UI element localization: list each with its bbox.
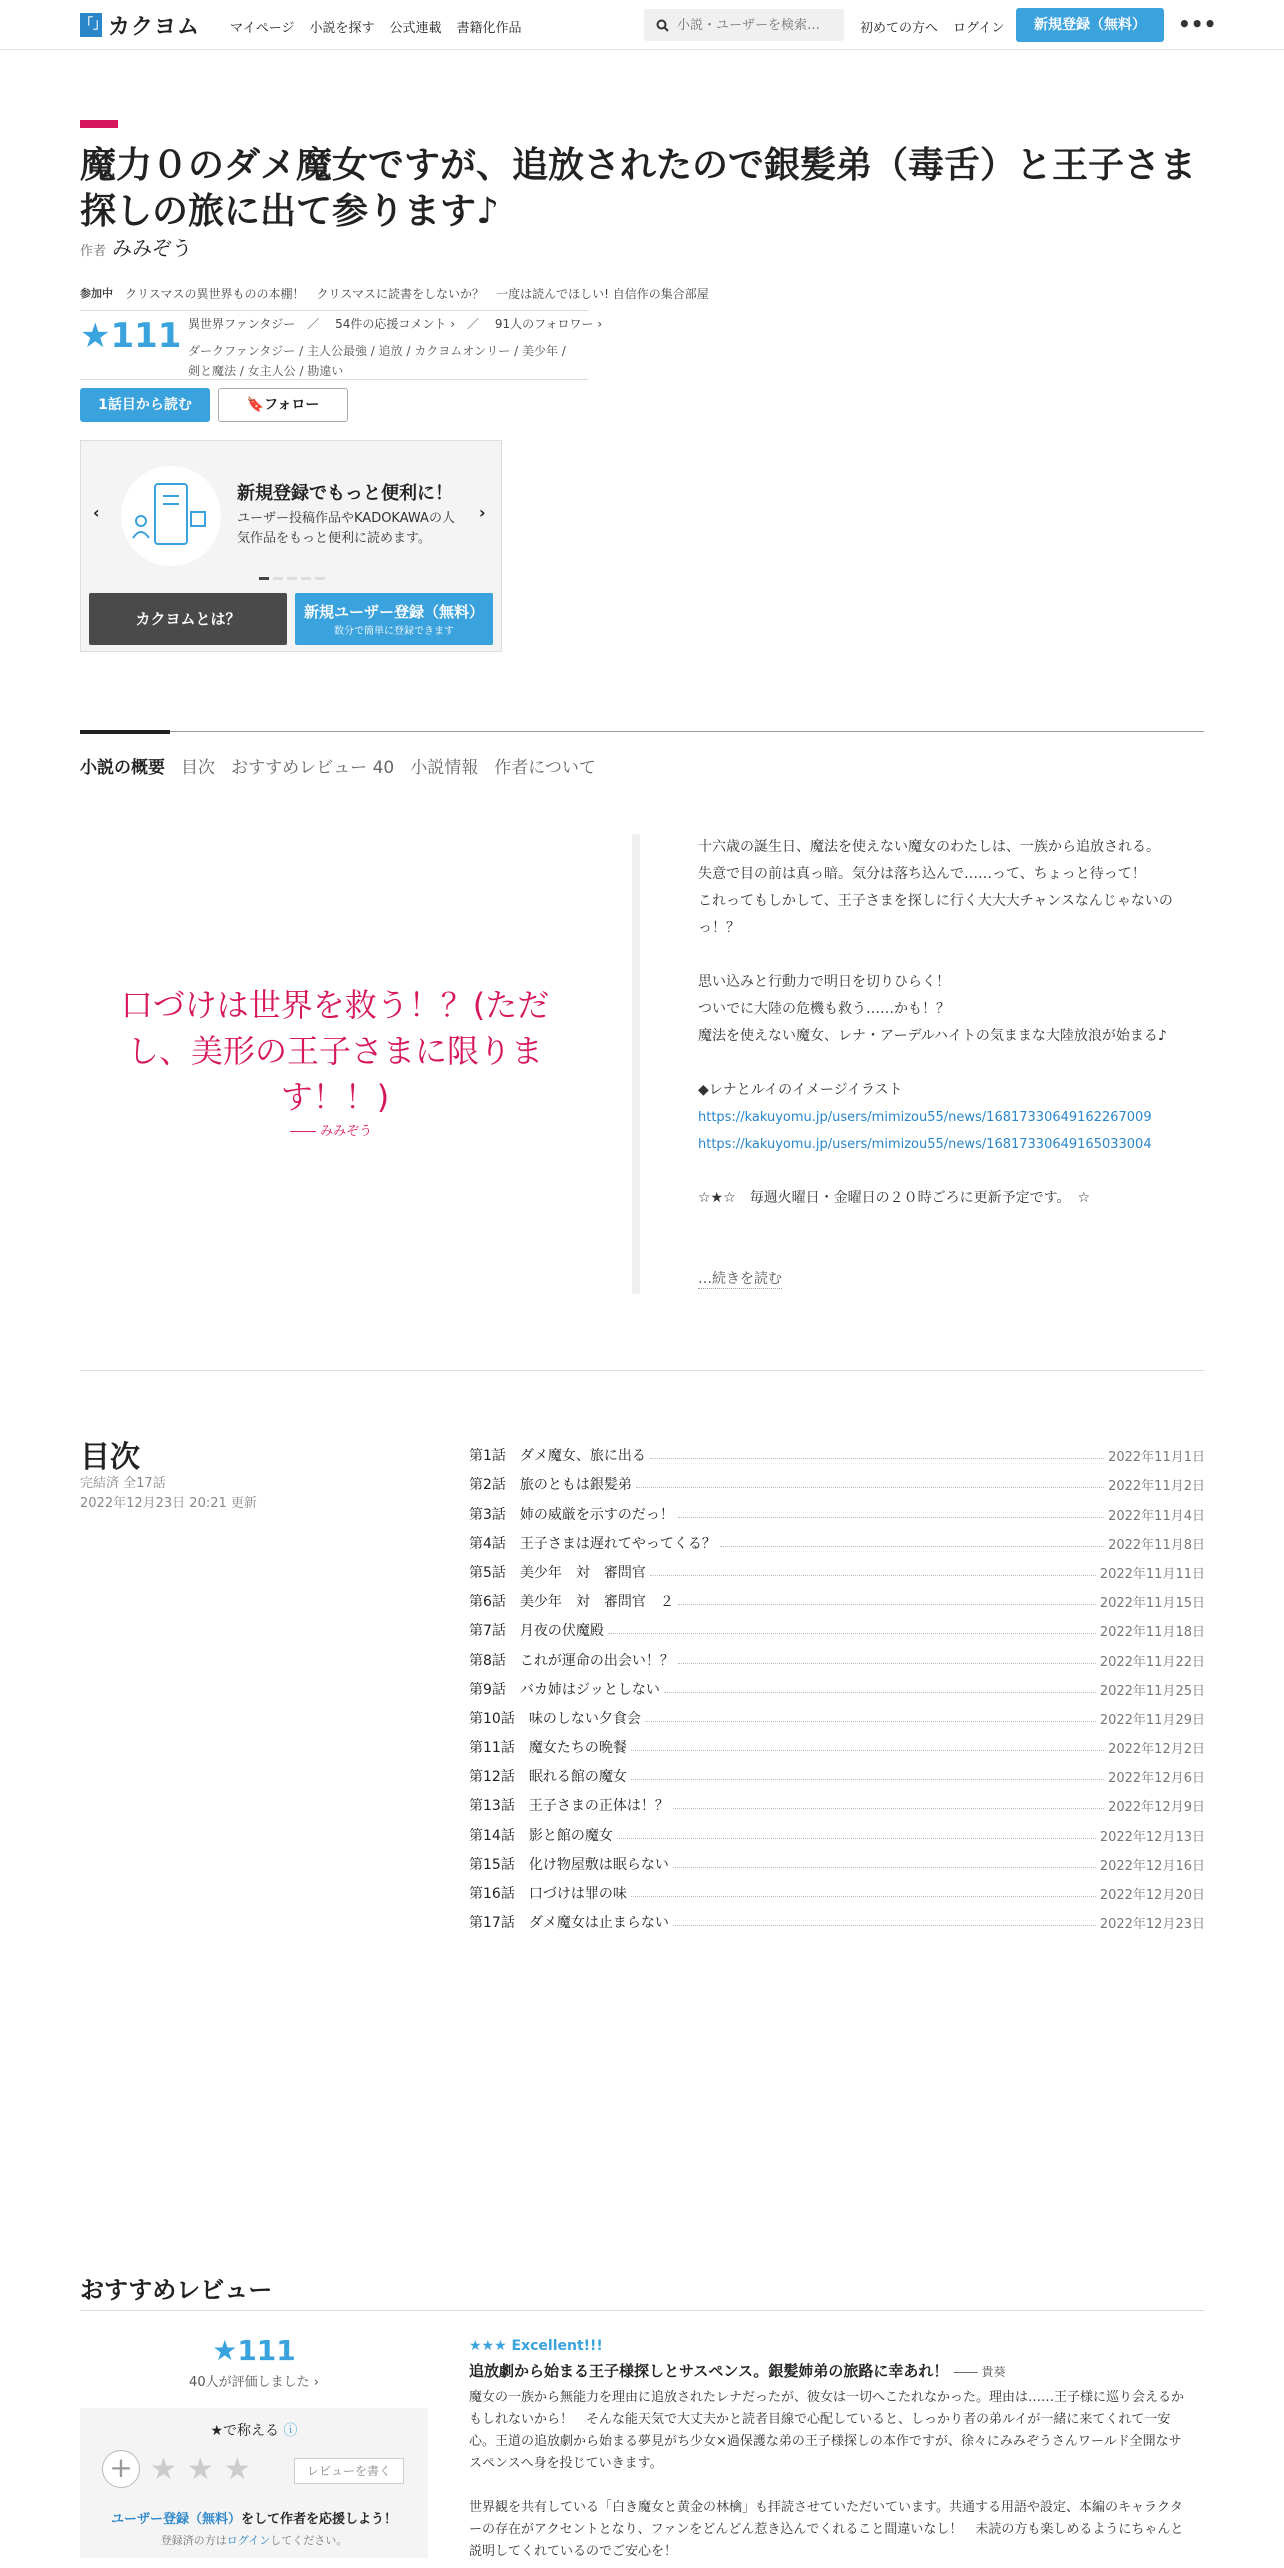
toc-status: 完結済 全17話	[80, 1476, 166, 1491]
episode-date: 2022年11月8日	[1108, 1537, 1205, 1553]
toc-heading: 目次	[80, 1440, 140, 1475]
login-prompt-pre: 登録済の方は	[160, 2534, 227, 2547]
episode-date: 2022年12月16日	[1099, 1858, 1205, 1874]
work-stats	[80, 310, 603, 380]
episode-row[interactable]	[469, 1728, 1205, 1757]
header-links	[860, 17, 1004, 36]
episode-title: 第11話 魔女たちの晩餐	[469, 1740, 627, 1757]
episode-date: 2022年12月2日	[1108, 1742, 1205, 1758]
event-list	[80, 285, 709, 302]
logo-text[interactable]: カクヨム	[108, 15, 201, 40]
episode-row[interactable]	[469, 1699, 1205, 1728]
event-item[interactable]: クリスマスに読書をしないか？	[316, 287, 485, 301]
star-icon[interactable]: ★	[150, 2451, 177, 2487]
nav-mypage[interactable]: マイページ	[230, 21, 295, 36]
episode-date: 2022年11月1日	[1108, 1450, 1205, 1466]
login-link[interactable]: ログイン	[226, 2534, 271, 2547]
tag-list[interactable]: ダークファンタジー / 主人公最強 / 追放 / カクヨムオンリー / 美少年 / 剣と魔法 / 女主人公 / 勘違い	[188, 344, 566, 378]
follow-button[interactable]	[218, 388, 348, 422]
tab-author[interactable]: 作者について	[494, 758, 596, 778]
read-from-first-button[interactable]: 1話目から読む	[80, 388, 210, 422]
search-icon	[656, 19, 669, 32]
intro-paragraph: ついでに大陸の危機も救う……かも！？	[698, 1001, 950, 1017]
episode-title: 第2話 旅のともは銀髪弟	[469, 1477, 632, 1494]
episode-row[interactable]	[469, 1640, 1205, 1669]
intro-paragraph: ◆レナとルイのイメージイラスト	[698, 1082, 903, 1098]
intro-divider	[632, 834, 640, 1294]
intro-paragraph: これってもしかして、王子さまを探しに行く大大大チャンスなんじゃないのっ！？	[698, 893, 1173, 936]
episode-list	[469, 1436, 1205, 1932]
tab-divider	[80, 731, 1204, 732]
login-prompt	[80, 2532, 428, 2548]
review-summary	[80, 2334, 428, 2568]
reviews-heading: おすすめレビュー	[80, 2276, 273, 2304]
dotted-leader	[617, 1838, 1096, 1839]
review-item	[469, 2338, 1189, 2563]
episode-row[interactable]	[469, 1757, 1205, 1786]
comments-link[interactable]: 54件の応援コメント	[335, 317, 447, 331]
register-prompt	[80, 2508, 428, 2527]
episode-date: 2022年12月20日	[1099, 1888, 1205, 1903]
register-link[interactable]: ユーザー登録（無料）	[110, 2512, 241, 2527]
episode-title: 第10話 味のしない夕食会	[469, 1710, 641, 1727]
dotted-leader	[664, 1692, 1096, 1693]
genre-link[interactable]: 異世界ファンタジー	[188, 317, 296, 331]
dotted-leader	[650, 1458, 1104, 1459]
dotted-leader	[631, 1750, 1104, 1751]
write-review-button[interactable]: レビューを書く	[294, 2458, 404, 2484]
episode-date: 2022年11月25日	[1099, 1683, 1205, 1699]
illustration-link[interactable]: https://kakuyomu.jp/users/mimizou55/news/16817330649162267009	[698, 1110, 1152, 1125]
nav-official-serial[interactable]: 公式連載	[389, 21, 442, 36]
praise-label-text: ★で称える	[210, 2423, 280, 2439]
episode-date: 2022年11月18日	[1099, 1625, 1205, 1641]
dotted-leader	[631, 1779, 1104, 1780]
event-item[interactable]: クリスマスの異世界ものの本棚！	[125, 287, 305, 301]
signup-promo	[80, 440, 502, 652]
section-divider	[80, 1370, 1204, 1371]
episode-date: 2022年11月22日	[1099, 1654, 1205, 1670]
review-count-label: 40人が評価しました	[189, 2375, 310, 2390]
episode-date: 2022年12月6日	[1108, 1771, 1205, 1787]
star-icon[interactable]: ★	[186, 2451, 214, 2487]
followers-link[interactable]: 91人のフォロワー	[494, 317, 594, 331]
carousel-dots[interactable]	[259, 577, 325, 580]
episode-date: 2022年12月9日	[1108, 1800, 1205, 1816]
register-sublabel: 数分で簡単に登録できます	[334, 626, 454, 637]
catchphrase-author: ―― みみぞう	[290, 1124, 373, 1139]
register-prompt-text: をして作者を応援しよう！	[241, 2512, 398, 2527]
episode-row[interactable]	[469, 1553, 1205, 1582]
dotted-leader	[678, 1604, 1096, 1605]
review-body: 世界観を共有している「白き魔女と黄金の林檎」も拝読させていただいています。共通する用語や設定、本編のキャラクターの存在がアクセントとなり、ファンをどんどん惹き込んでくれること間違いなし！ 未読の方も楽しめるようにちゃんと説明してくれているのでご安心を！	[469, 2500, 1184, 2559]
register-button[interactable]: 新規登録（無料）	[1016, 8, 1164, 42]
dotted-leader	[673, 1925, 1096, 1926]
register-label: 新規ユーザー登録（無料）	[303, 603, 484, 621]
dotted-leader	[678, 1663, 1096, 1664]
episode-title: 第6話 美少年 対 審問官 ２	[469, 1594, 674, 1611]
login-prompt-post: してください。	[270, 2534, 348, 2547]
episode-date: 2022年11月11日	[1099, 1566, 1205, 1582]
dotted-leader	[720, 1546, 1104, 1547]
episode-row[interactable]	[469, 1815, 1205, 1844]
review-rating: ★★★ Excellent!!!	[469, 2338, 603, 2354]
episode-title: 第12話 眠れる館の魔女	[469, 1769, 627, 1786]
episode-title: 第17話 ダメ魔女は止まらない	[469, 1915, 669, 1932]
search-input[interactable]	[677, 18, 837, 33]
toc-updated: 2022年12月23日 20:21 更新	[80, 1496, 257, 1511]
logo-icon[interactable]: 「」	[80, 13, 102, 37]
episode-date: 2022年11月4日	[1108, 1508, 1205, 1524]
review-title[interactable]	[469, 2360, 1189, 2381]
review-title-text: 追放劇から始まる王子様探しとサスペンス。銀髪姉弟の旅路に幸あれ！	[469, 2362, 949, 2380]
introduction	[698, 834, 1180, 1212]
episode-title: 第8話 これが運命の出会い！？	[469, 1652, 674, 1669]
review-body: 魔女の一族から無能力を理由に追放されたレナだったが、彼女は一切へこたれなかった。理由は……王子様に巡り会えるかもしれないから！ そんな能天気で大丈夫かと読者目線で心配していると、しっかり者の弟ルイが一緒に来てくれて一安心。王道の追放劇から始まる夢見がち少女×過保護な弟の王子様探しの本作ですが、徐々にみみぞうさんワールド全開なサスペンスへ身を投じていきます。	[469, 2390, 1185, 2471]
promo-title: 新規登録でもっと便利に！	[237, 483, 453, 504]
about-kakuyomu-button[interactable]: カクヨムとは？	[89, 593, 287, 645]
star-rating[interactable]	[102, 2450, 251, 2488]
title-accent-bar	[80, 120, 118, 128]
review-author[interactable]: ―― 貴葵	[953, 2365, 1006, 2379]
episode-row[interactable]	[469, 1903, 1205, 1932]
tab-overview[interactable]: 小説の概要	[80, 758, 165, 778]
stats-row: 異世界ファンタジー ／ 54件の応援コメント › ／ 91人のフォロワー ›	[188, 317, 603, 331]
praise-label	[80, 2420, 428, 2440]
episode-row[interactable]	[469, 1845, 1205, 1874]
new-user-register-button[interactable]	[295, 593, 493, 645]
tab-info[interactable]: 小説情報	[410, 758, 479, 778]
tab-toc[interactable]: 目次	[181, 758, 215, 778]
dotted-leader	[673, 1867, 1096, 1868]
promo-text: ユーザー投稿作品やKADOKAWAの人気作品をもっと便利に読めます。	[237, 511, 455, 546]
author-line	[80, 232, 192, 261]
more-menu-icon[interactable]: •••	[1178, 12, 1217, 36]
episode-title: 第5話 美少年 対 審問官	[469, 1564, 646, 1581]
read-more-link[interactable]: …続きを読む	[698, 1268, 782, 1289]
chevron-left-icon[interactable]: ‹	[93, 503, 100, 522]
praise-box	[80, 2408, 428, 2558]
episode-row[interactable]	[469, 1786, 1205, 1815]
dotted-leader	[678, 1517, 1104, 1518]
dotted-leader	[645, 1721, 1096, 1722]
follow-label: フォロー	[264, 397, 320, 413]
episode-title: 第7話 月夜の伏魔殿	[469, 1623, 604, 1640]
intro-paragraph: 魔法を使えない魔女、レナ・アーデルハイトの気ままな大陸放浪が始まる♪	[698, 1028, 1167, 1044]
episode-date: 2022年11月29日	[1099, 1712, 1205, 1728]
illustration-link[interactable]: https://kakuyomu.jp/users/mimizou55/news/16817330649165033004	[698, 1137, 1152, 1152]
episode-row[interactable]	[469, 1465, 1205, 1494]
plus-icon[interactable]: +	[102, 2450, 140, 2488]
episode-row[interactable]	[469, 1436, 1205, 1465]
episode-title: 第3話 姉の威厳を示すのだっ！	[469, 1506, 674, 1523]
beginners-link[interactable]: 初めての方へ	[860, 21, 939, 36]
tab-active-indicator	[80, 730, 170, 734]
reviews-divider	[80, 2310, 1204, 2311]
episode-title: 第14話 影と館の魔女	[469, 1827, 613, 1844]
login-link[interactable]: ログイン	[953, 21, 1005, 36]
episode-title: 第13話 王子さまの正体は！？	[469, 1798, 669, 1815]
star-score[interactable]: ★111	[80, 316, 182, 356]
bookmark-plus-icon: 🔖	[246, 397, 265, 413]
author-label: 作者	[80, 244, 107, 259]
episode-date: 2022年12月23日	[1099, 1917, 1205, 1933]
episode-title: 第9話 バカ姉はジッとしない	[469, 1681, 660, 1698]
review-score: ★111	[212, 2334, 296, 2367]
episode-row[interactable]	[469, 1611, 1205, 1640]
episode-row[interactable]	[469, 1874, 1205, 1903]
episode-date: 2022年12月13日	[1099, 1829, 1205, 1845]
episode-row[interactable]	[469, 1524, 1205, 1553]
tab-reviews[interactable]: おすすめレビュー 40	[231, 758, 395, 778]
work-title: 魔力０のダメ魔女ですが、追放されたので銀髪弟（毒舌）と王子さま探しの旅に出て参ります♪	[80, 145, 1197, 232]
intro-paragraph: 思い込みと行動力で明日を切りひらく！	[698, 974, 950, 990]
help-icon[interactable]: ⓘ	[283, 2423, 298, 2439]
chevron-right-icon[interactable]: ›	[479, 503, 486, 522]
episode-title: 第4話 王子さまは遅れてやってくる？	[469, 1535, 716, 1552]
nav-published-works[interactable]: 書籍化作品	[456, 21, 522, 36]
event-item[interactable]: 一度は読んでほしい! 自信作の集合部屋	[496, 287, 709, 301]
device-illustration-icon	[121, 466, 221, 566]
intro-paragraph: ☆★☆ 毎週火曜日・金曜日の２０時ごろに更新予定です。 ☆	[698, 1190, 1091, 1206]
dotted-leader	[673, 1808, 1104, 1809]
nav-search-novels[interactable]: 小説を探す	[309, 21, 375, 36]
intro-paragraph: 失意で目の前は真っ暗。気分は落ち込んで……って、ちょっと待って！	[698, 866, 1146, 882]
event-label: 参加中	[80, 287, 113, 300]
episode-date: 2022年11月2日	[1108, 1479, 1205, 1495]
intro-paragraph: 十六歳の誕生日、魔法を使えない魔女のわたしは、一族から追放される。	[698, 839, 1160, 855]
main-nav	[230, 17, 522, 36]
episode-title: 第16話 口づけは罪の味	[469, 1886, 627, 1902]
author-name[interactable]: みみぞう	[112, 236, 193, 260]
toc-meta	[80, 1474, 257, 1514]
episode-title: 第1話 ダメ魔女、旅に出る	[469, 1448, 646, 1465]
catchphrase: 口づけは世界を救う！？(ただし、美形の王子さまに限ります！！)	[120, 986, 550, 1116]
episode-row[interactable]	[469, 1670, 1205, 1699]
dotted-leader	[631, 1896, 1096, 1897]
dotted-leader	[636, 1487, 1104, 1488]
episode-title: 第15話 化け物屋敷は眠らない	[469, 1856, 669, 1873]
review-count[interactable]: 40人が評価しました ›	[189, 2375, 319, 2390]
dotted-leader	[650, 1575, 1096, 1576]
episode-row[interactable]	[469, 1582, 1205, 1611]
search-box[interactable]	[644, 9, 844, 41]
episode-date: 2022年11月15日	[1099, 1596, 1205, 1612]
episode-row[interactable]	[469, 1494, 1205, 1523]
star-icon[interactable]: ★	[223, 2451, 251, 2487]
dotted-leader	[608, 1633, 1096, 1634]
top-header	[0, 0, 1284, 50]
work-tabs	[80, 753, 596, 778]
